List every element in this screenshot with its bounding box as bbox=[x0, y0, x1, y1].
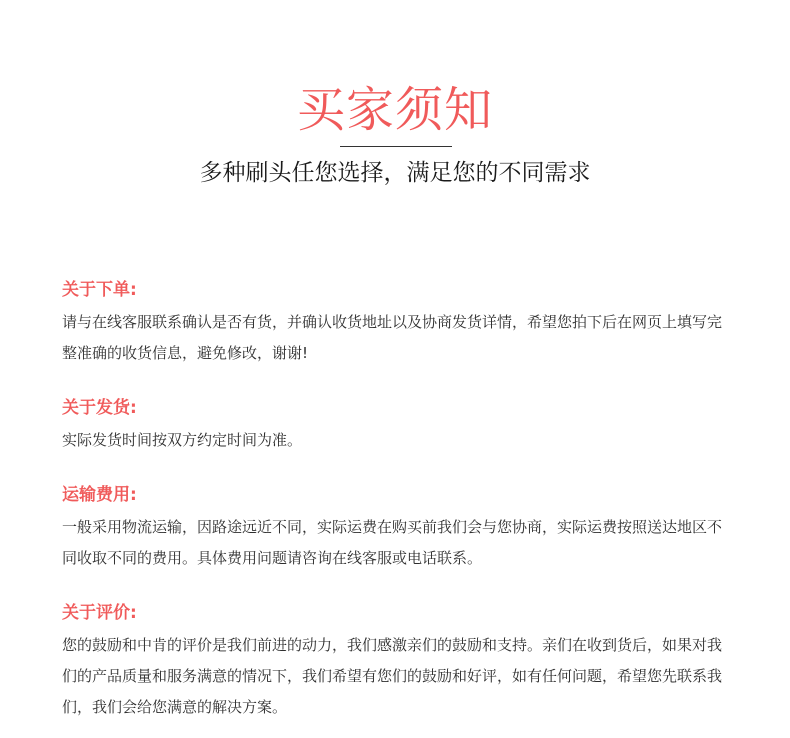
section-freight bbox=[62, 482, 732, 574]
page-title: 买家须知 bbox=[296, 82, 493, 138]
section-reviews bbox=[62, 600, 732, 723]
section-body-shipping: 实际发货时间按双方约定时间为准。 bbox=[62, 431, 303, 449]
section-heading-freight: 运输费用: bbox=[62, 485, 137, 505]
section-body-ordering: 请与在线客服联系确认是否有货，并确认收货地址以及协商发货详情，希望您拍下后在网页上填写完整准确的收货信息，避免修改，谢谢! bbox=[62, 313, 723, 362]
title-divider bbox=[340, 146, 452, 147]
section-shipping bbox=[62, 395, 732, 456]
section-heading-reviews: 关于评价: bbox=[62, 603, 137, 623]
section-body-freight: 一般采用物流运输，因路途远近不同，实际运费在购买前我们会与您协商，实际运费按照送达地区不同收取不同的费用。具体费用问题请咨询在线客服或电话联系。 bbox=[62, 518, 723, 567]
section-heading-shipping: 关于发货: bbox=[62, 398, 137, 418]
page-subtitle: 多种刷头任您选择，满足您的不同需求 bbox=[199, 160, 591, 186]
section-heading-ordering: 关于下单: bbox=[62, 280, 137, 300]
section-ordering bbox=[62, 277, 732, 369]
section-body-reviews: 您的鼓励和中肯的评价是我们前进的动力，我们感激亲们的鼓励和支持。亲们在收到货后，如果对我们的产品质量和服务满意的情况下，我们希望有您们的鼓励和好评，如有任何问题，希望您先联系我们，我们会给您满意的解决方案。 bbox=[62, 636, 723, 716]
